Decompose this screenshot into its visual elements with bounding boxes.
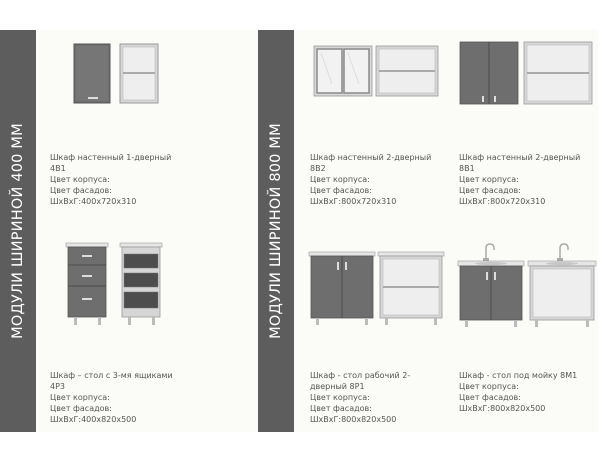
- section-label-400: МОДУЛИ ШИРИНОЙ 400 ММ: [10, 123, 26, 339]
- product-code: 8В1: [459, 164, 475, 173]
- product-dimensions: ШхВхГ:800х820х500: [310, 415, 397, 424]
- facade-color-label: Цвет фасадов:: [459, 393, 521, 402]
- product-code: 8В2: [310, 164, 326, 173]
- product-name: Шкаф настенный 2-дверный: [310, 153, 432, 162]
- product-image-8v2: [312, 44, 442, 104]
- product-caption-4r3: [50, 370, 173, 425]
- section-label-800: МОДУЛИ ШИРИНОЙ 800 ММ: [268, 123, 284, 339]
- product-image-4v1: [72, 42, 162, 107]
- body-color-label: Цвет корпуса:: [310, 393, 370, 402]
- product-dimensions: ШхВхГ:800х720х310: [459, 197, 546, 206]
- facade-color-label: Цвет фасадов:: [310, 404, 372, 413]
- product-code: 4Р3: [50, 382, 66, 391]
- product-dimensions: ШхВхГ:400х720х310: [50, 197, 137, 206]
- facade-color-label: Цвет фасадов:: [50, 404, 112, 413]
- body-color-label: Цвет корпуса:: [50, 393, 110, 402]
- product-image-8v1: [458, 40, 598, 108]
- product-caption-8v1: [459, 152, 580, 207]
- product-image-8r1: [308, 250, 448, 330]
- product-caption-8v2: [310, 152, 431, 207]
- product-name: Шкаф – стол с 3-мя ящиками: [50, 371, 173, 380]
- product-code: 4В1: [50, 164, 66, 173]
- facade-color-label: Цвет фасадов:: [459, 186, 521, 195]
- section-bar-400: [0, 30, 36, 432]
- section-bar-800: [258, 30, 294, 432]
- facade-color-label: Цвет фасадов:: [310, 186, 372, 195]
- product-name: Шкаф - стол под мойку 8М1: [459, 371, 578, 380]
- body-color-label: Цвет корпуса:: [310, 175, 370, 184]
- product-name-cont: дверный 8Р1: [310, 382, 365, 391]
- product-dimensions: ШхВхГ:400х820х500: [50, 415, 137, 424]
- product-name: Шкаф - стол рабочий 2-: [310, 371, 411, 380]
- product-name: Шкаф настенный 1-дверный: [50, 153, 172, 162]
- product-image-4r3: [66, 240, 186, 330]
- product-caption-8m1: [459, 370, 577, 414]
- body-color-label: Цвет корпуса:: [459, 382, 519, 391]
- product-caption-4v1: [50, 152, 171, 207]
- body-color-label: Цвет корпуса:: [50, 175, 110, 184]
- body-color-label: Цвет корпуса:: [459, 175, 519, 184]
- product-name: Шкаф настенный 2-дверный: [459, 153, 581, 162]
- product-dimensions: ШхВхГ:800х720х310: [310, 197, 397, 206]
- facade-color-label: Цвет фасадов:: [50, 186, 112, 195]
- product-caption-8r1: [310, 370, 410, 425]
- product-image-8m1: [456, 244, 606, 330]
- product-dimensions: ШхВхГ:800х820х500: [459, 404, 546, 413]
